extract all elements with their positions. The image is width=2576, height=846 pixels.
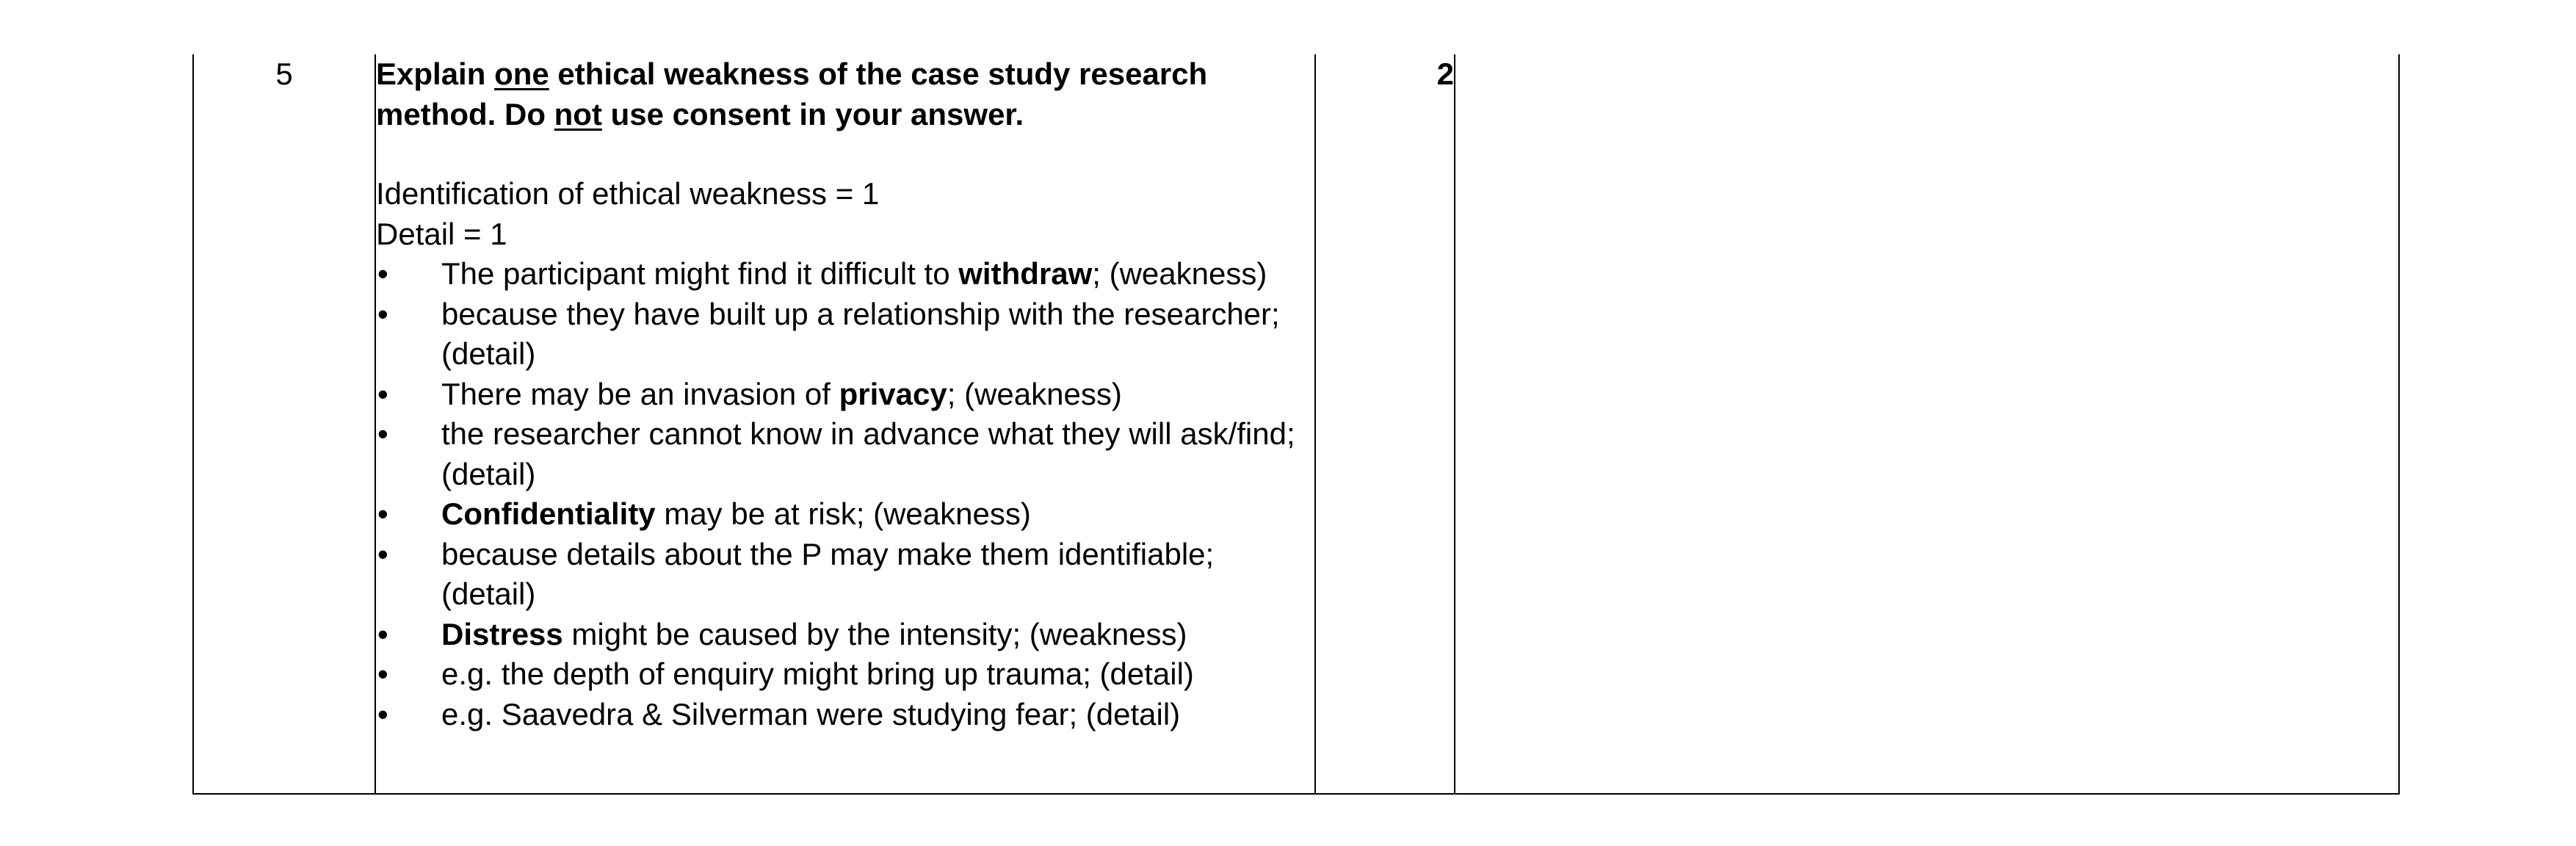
mark-scheme-table xyxy=(192,54,2400,795)
indicative-point xyxy=(376,615,1314,655)
question-prompt-part-2: ethical weakness of the case study research method. Do xyxy=(376,57,1208,131)
question-prompt-emphasis-one: one xyxy=(494,57,549,91)
point-text-end: ; (weakness) xyxy=(1092,256,1267,291)
prompt-spacer xyxy=(376,134,1314,174)
point-text-end: might be caused by the intensity; (weakness) xyxy=(562,616,1187,651)
marks-cell xyxy=(1315,54,1455,794)
bullet-icon: • xyxy=(377,416,388,451)
indicative-point xyxy=(376,654,1314,695)
point-text-end: may be at risk; (weakness) xyxy=(655,496,1031,531)
question-number: 5 xyxy=(275,57,293,91)
question-prompt xyxy=(376,54,1314,134)
indicative-content-list xyxy=(376,254,1314,734)
question-row xyxy=(193,54,2399,794)
answer-cell xyxy=(375,54,1315,794)
indicative-point xyxy=(376,254,1314,294)
point-text: The participant might find it difficult to xyxy=(441,256,959,291)
question-prompt-part-3: use consent in your answer. xyxy=(601,96,1024,131)
point-keyword: Distress xyxy=(441,616,563,651)
question-prompt-part-1: Explain xyxy=(376,57,495,91)
point-text: There may be an invasion of xyxy=(441,376,839,411)
bullet-icon: • xyxy=(377,376,388,411)
point-text-end: ; (weakness) xyxy=(947,376,1122,411)
point-keyword: withdraw xyxy=(958,256,1093,291)
marks-value: 2 xyxy=(1436,57,1454,91)
bullet-icon: • xyxy=(377,496,388,531)
question-prompt-emphasis-not: not xyxy=(554,96,602,131)
point-text: because details about the P may make them identifiable; (detail) xyxy=(441,536,1215,611)
indicative-point xyxy=(376,414,1314,494)
point-text: e.g. Saavedra & Silverman were studying fear; (detail) xyxy=(441,696,1181,731)
point-text: e.g. the depth of enquiry might bring up trauma; (detail) xyxy=(441,657,1194,691)
bullet-icon: • xyxy=(377,256,388,291)
point-keyword: Confidentiality xyxy=(441,496,656,531)
point-keyword: privacy xyxy=(839,376,947,411)
indicative-point xyxy=(376,494,1314,535)
bullet-icon: • xyxy=(377,296,388,331)
question-number-cell xyxy=(193,54,375,794)
detail-mark-line: Detail = 1 xyxy=(376,216,507,251)
indicative-point xyxy=(376,294,1314,375)
guidance-cell xyxy=(1455,54,2399,794)
indicative-point xyxy=(376,695,1314,735)
point-text: the researcher cannot know in advance what they will ask/find; (detail) xyxy=(441,416,1295,491)
point-text: because they have built up a relationship with the researcher; (detail) xyxy=(441,296,1280,371)
bullet-icon: • xyxy=(377,536,388,571)
bullet-icon: • xyxy=(377,657,388,691)
indicative-point xyxy=(376,535,1314,615)
indicative-point xyxy=(376,375,1314,415)
identification-mark-line: Identification of ethical weakness = 1 xyxy=(376,176,880,211)
bullet-icon: • xyxy=(377,616,388,651)
bullet-icon: • xyxy=(377,696,388,731)
